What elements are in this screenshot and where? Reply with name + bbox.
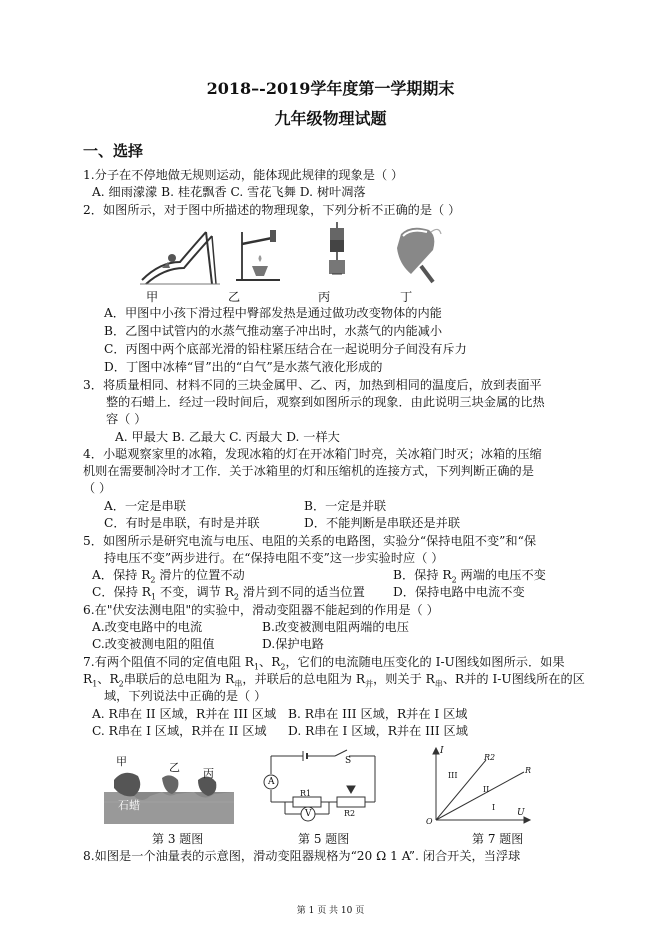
q4-option-d: D．不能判断是串联还是并联 (304, 516, 461, 530)
fig5-ammeter-label: A (268, 777, 275, 787)
fig3-label-jia: 甲 (116, 755, 127, 768)
q4-option-b: B．一定是并联 (304, 499, 387, 513)
q6-stem: 6.在"伏安法测电阻"的实验中，滑动变阻器不能起到的作用是（ ） (83, 603, 439, 617)
q7-option-c: C. R串在 I 区域，R并在 II 区域 (92, 724, 267, 738)
fig3-label-yi: 乙 (169, 761, 180, 774)
q4-line-1: 4．小聪观察家里的冰箱，发现冰箱的灯在开冰箱门时亮，关冰箱门时灭；冰箱的压缩 (83, 447, 542, 461)
q2-figure-popsicle (393, 222, 445, 288)
q2-figure-lead-cylinders (322, 222, 352, 288)
q2-fig-label-ding: 丁 (400, 290, 413, 304)
q7-option-b: B. R串在 III 区域，R并在 I 区域 (288, 707, 468, 721)
q4-option-a: A．一定是串联 (104, 499, 186, 513)
q4-line-2: 机则在需要制冷时才工作．关于冰箱里的灯和压缩机的连接方式，下列判断正确的是 (83, 464, 534, 478)
q5-option-a: A．保持 $R_2$ 滑片的位置不动 (92, 568, 245, 585)
q3-line-3: 容（ ） (106, 412, 147, 426)
q2-figure-test-tube (228, 222, 288, 288)
q5-option-d: D．保持电路中电流不变 (393, 585, 525, 599)
q5-line-2: 持电压不变”两步进行。在“保持电阻不变”这一步实验时应（ ） (104, 551, 444, 565)
q6-option-a: A.改变电路中的电流 (92, 620, 203, 634)
q1-options: A. 细雨濛濛 B. 桂花飘香 C. 雪花飞舞 D. 树叶凋落 (92, 185, 366, 199)
q5-option-c: C．保持 $R_1$ 不变，调节 $R_2$ 滑片到不同的适当位置 (92, 585, 365, 602)
q4-option-c: C．有时是串联，有时是并联 (104, 516, 260, 530)
q2-stem: 2．如图所示，对于图中所描述的物理现象，下列分析不正确的是（ ） (83, 203, 461, 217)
q2-option-a: A．甲图中小孩下滑过程中臀部发热是通过做功改变物体的内能 (104, 306, 442, 320)
q5-line-1: 5．如图所示是研究电流与电压、电阻的关系的电路图，实验分“保持电阻不变”和“保 (83, 534, 537, 548)
fig7-caption: 第 7 题图 (472, 832, 524, 846)
fig7-line-r-label: R (525, 766, 532, 775)
fig5-r1-label: R1 (300, 789, 312, 798)
fig7-x-axis-label: U (517, 808, 525, 818)
fig3-wax-label: 石蜡 (118, 799, 140, 812)
q7-line-1: 7.有两个阻值不同的定值电阻 $R_1$、$R_2$，它们的电流随电压变化的 I-U图线如图所示．如果 (83, 655, 565, 672)
q2-fig-label-yi: 乙 (228, 290, 241, 304)
q6-option-d: D.保护电路 (262, 637, 324, 651)
fig5-voltmeter-label: V (305, 809, 312, 819)
q3-line-1: 3．将质量相同、材料不同的三块金属甲、乙、丙，加热到相同的温度后，放到表面平 (83, 378, 542, 392)
q6-option-b: B.改变被测电阻两端的电压 (262, 620, 409, 634)
q5-option-b: B．保持 $R_2$ 两端的电压不变 (393, 568, 546, 585)
fig7-region-i: I (492, 803, 496, 812)
q2-figure-slide (140, 222, 220, 288)
q4-line-3: （ ） (83, 481, 112, 495)
q6-option-c: C.改变被测电阻的阻值 (92, 637, 215, 651)
fig7-region-ii: II (483, 785, 490, 794)
fig5-r2-label: R2 (344, 809, 356, 818)
fig7-line-r2-label: R2 (484, 753, 496, 762)
exam-title: 2018–-2019学年度第一学期期末 (206, 79, 455, 98)
q7-option-d: D. R串在 I 区域，R并在 III 区域 (288, 724, 468, 738)
exam-subtitle: 九年级物理试题 (274, 109, 387, 128)
fig7-region-iii: III (448, 771, 458, 780)
q3-line-2: 整的石蜡上．经过一段时间后，观察到如图所示的现象．由此说明三块金属的比热 (106, 395, 545, 409)
q7-line-3: 域，下列说法中正确的是（ ） (104, 689, 267, 703)
fig3-label-bing: 丙 (203, 767, 214, 780)
fig5-circuit-diagram (265, 748, 380, 828)
q1-stem: 1.分子在不停地做无规则运动，能体现此规律的现象是（ ） (83, 168, 404, 182)
q7-option-a: A. R串在 II 区域，R并在 III 区域 (92, 707, 277, 721)
q2-option-d: D．丁图中冰棒“冒”出的“白气”是水蒸气液化形成的 (104, 360, 383, 374)
fig3-caption: 第 3 题图 (152, 832, 204, 846)
fig7-origin-label: O (426, 817, 433, 826)
fig5-switch-label: S (345, 756, 352, 766)
fig7-y-axis-label: I (440, 746, 444, 756)
q7-line-2: $R_1$、$R_2$串联后的总电阻为 $R_串$，并联后的总电阻为 $R_并$，则关于 $R_串$、R并的 I-U图线所在的区 (83, 672, 585, 689)
q8-stem: 8.如图是一个油量表的示意图，滑动变阻器规格为“20 Ω 1 A”. 闭合开关，当浮球 (83, 849, 521, 863)
q3-options: A. 甲最大 B. 乙最大 C. 丙最大 D. 一样大 (115, 430, 340, 444)
fig5-caption: 第 5 题图 (298, 832, 350, 846)
q2-fig-label-bing: 丙 (318, 290, 331, 304)
q2-fig-label-jia: 甲 (146, 290, 159, 304)
q2-option-c: C．丙图中两个底部光滑的铅柱紧压结合在一起说明分子间没有斥力 (104, 342, 467, 356)
q2-option-b: B．乙图中试管内的水蒸气推动塞子冲出时，水蒸气的内能减小 (104, 324, 443, 338)
section-title: 一、选择 (83, 142, 144, 160)
page-footer: 第 1 页 共 10 页 (296, 906, 365, 916)
